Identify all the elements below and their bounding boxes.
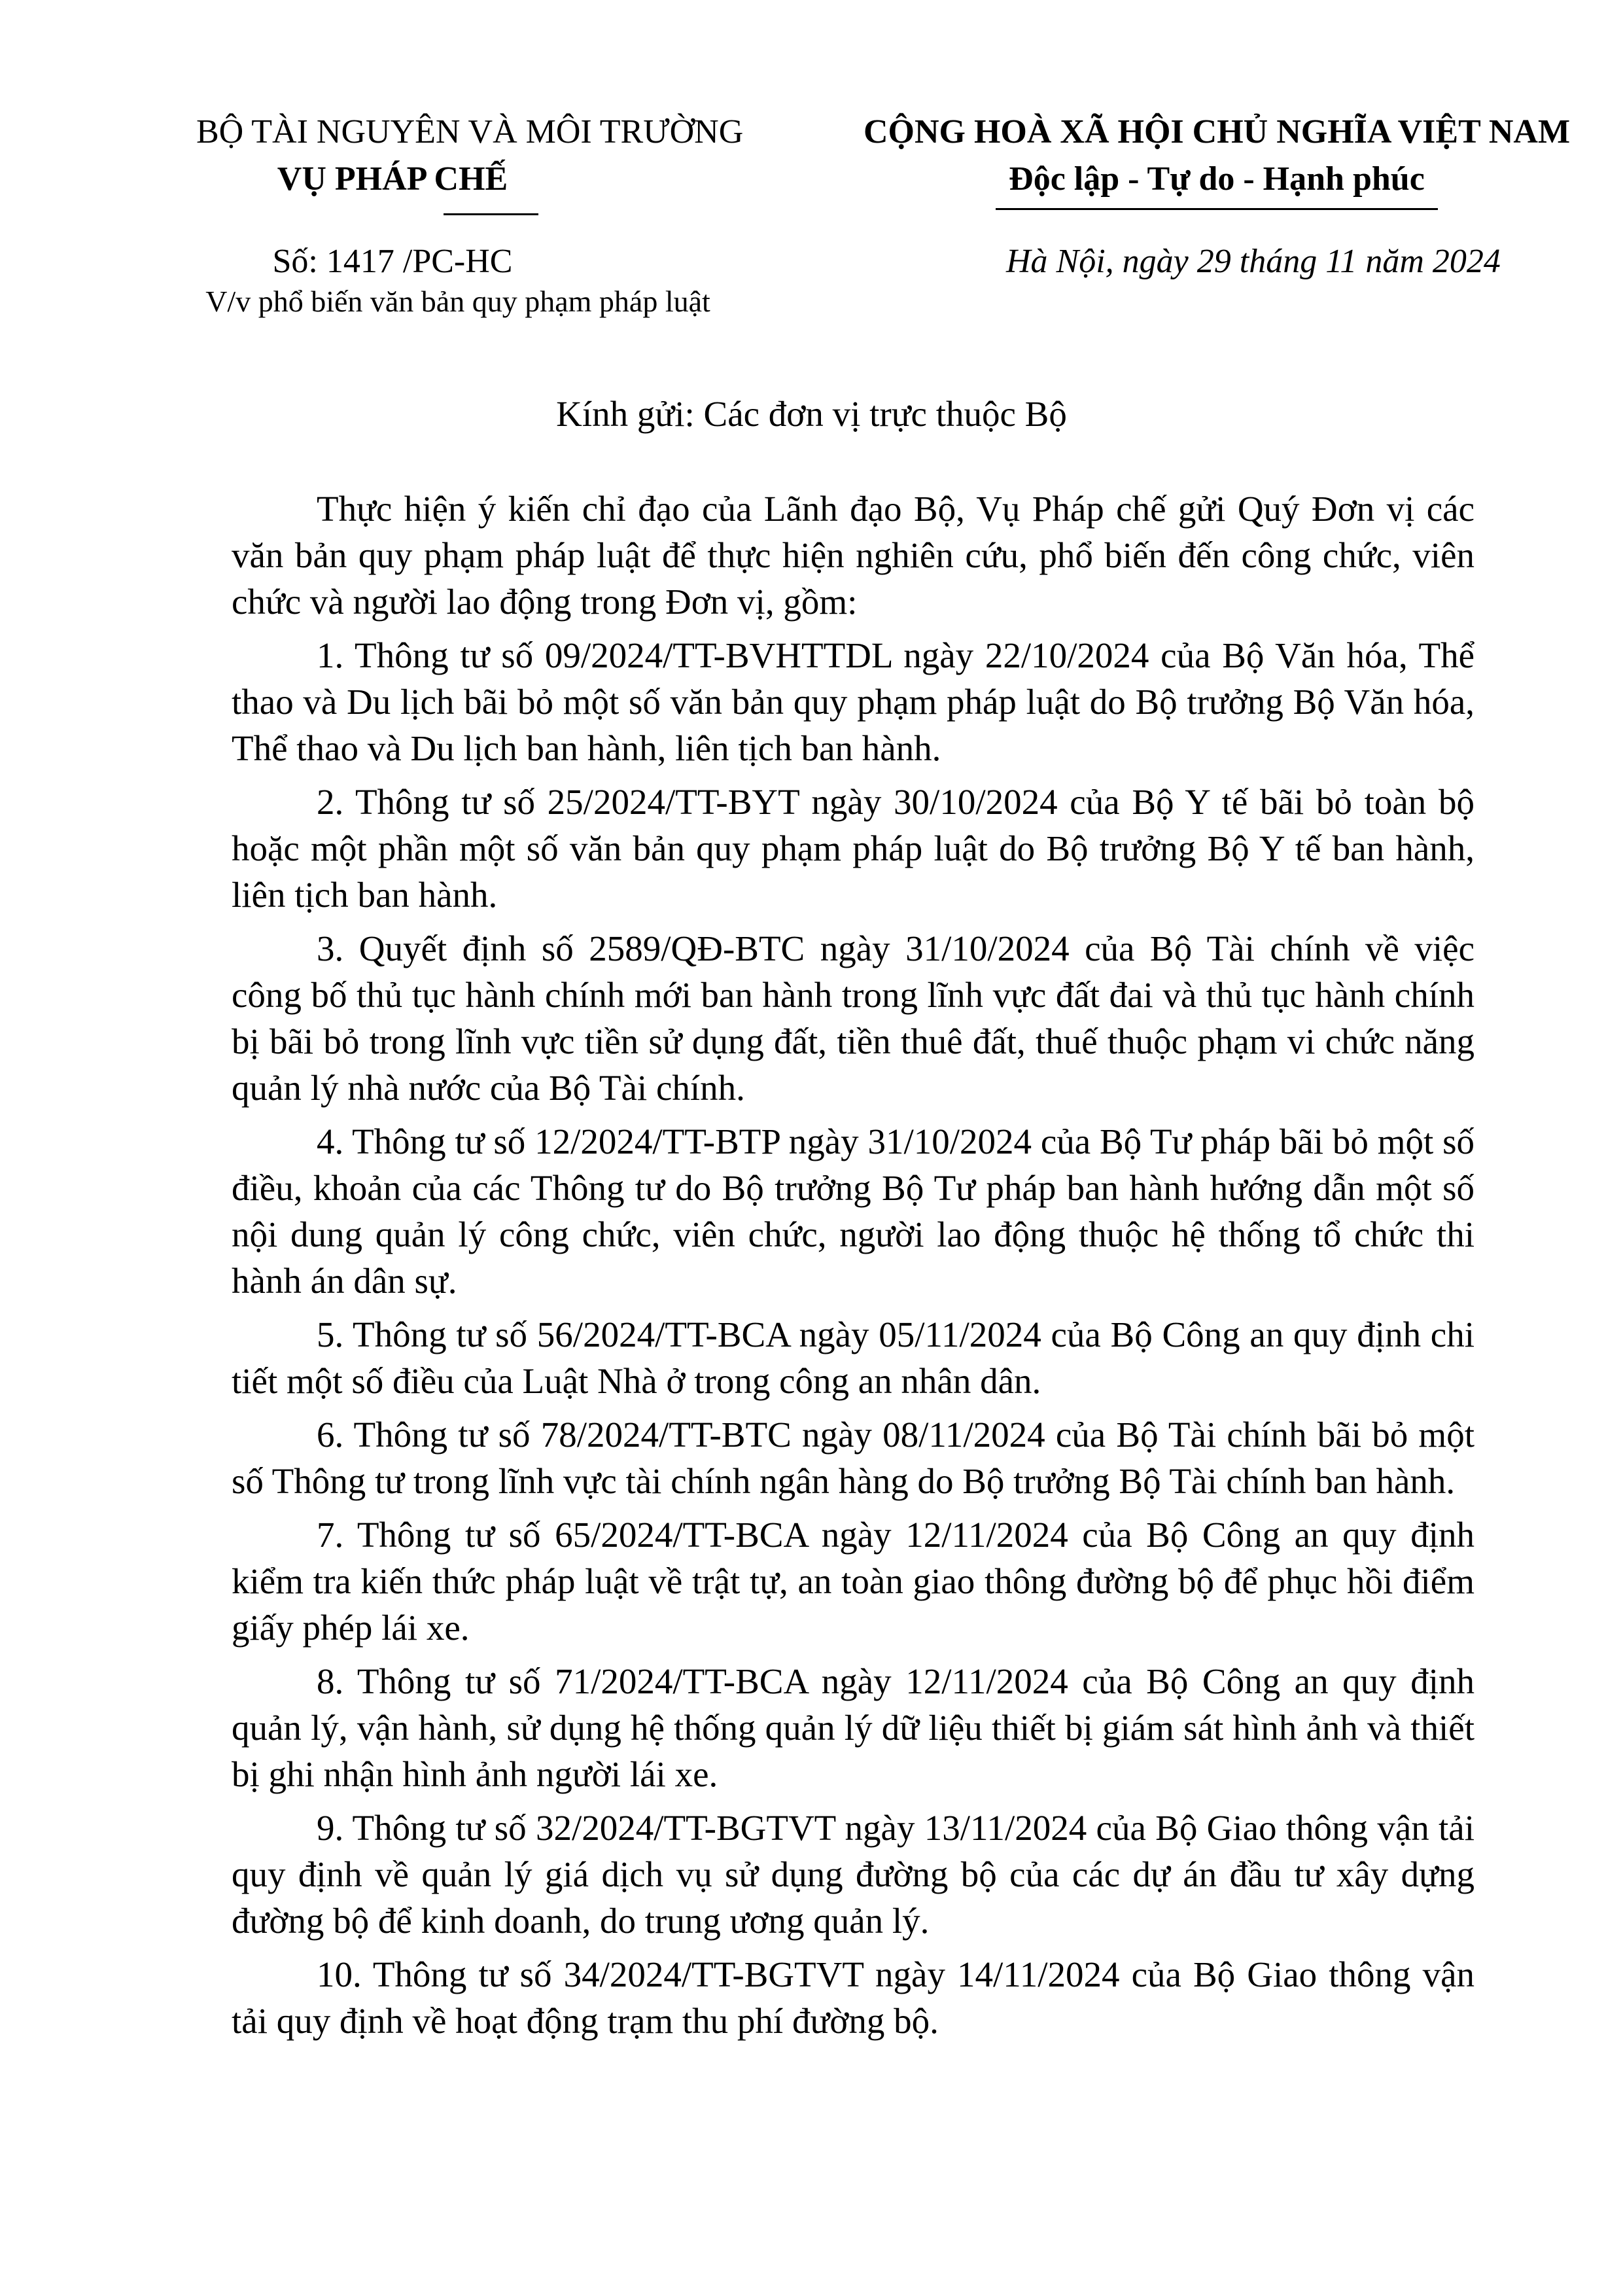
motto-underline	[996, 208, 1438, 210]
list-item: 3. Quyết định số 2589/QĐ-BTC ngày 31/10/2024 của Bộ Tài chính về việc công bố thủ tục hành chính mới ban hành trong lĩnh vực đất đai và thủ tục hành chính bị bãi bỏ trong lĩnh vực tiền sử dụng đất, tiền thuê đất, thuế thuộc phạm vi chức năng quản lý nhà nước của Bộ Tài chính.	[232, 928, 1475, 1108]
national-title: CỘNG HOÀ XÃ HỘI CHỦ NGHĨA VIỆT NAM	[863, 113, 1571, 150]
list-item: 6. Thông tư số 78/2024/TT-BTC ngày 08/11/2024 của Bộ Tài chính bãi bỏ một số Thông tư trong lĩnh vực tài chính ngân hàng do Bộ trưởng Bộ Tài chính ban hành.	[232, 1415, 1475, 1501]
national-motto: Độc lập - Tự do - Hạnh phúc	[1009, 160, 1425, 198]
list-item: 8. Thông tư số 71/2024/TT-BCA ngày 12/11/2024 của Bộ Công an quy định quản lý, vận hành, sử dụng hệ thống quản lý dữ liệu thiết bị giám sát hình ảnh và thiết bị ghi nhận hình ảnh người lái xe.	[232, 1661, 1475, 1794]
list-item: 5. Thông tư số 56/2024/TT-BCA ngày 05/11/2024 của Bộ Công an quy định chi tiết một số điều của Luật Nhà ở trong công an nhân dân.	[232, 1315, 1475, 1401]
list-item: 1. Thông tư số 09/2024/TT-BVHTTDL ngày 22/10/2024 của Bộ Văn hóa, Thể thao và Du lịch bãi bỏ một số văn bản quy phạm pháp luật do Bộ trưởng Bộ Văn hóa, Thể thao và Du lịch ban hành, liên tịch ban hành.	[232, 635, 1475, 768]
place-date: Hà Nội, ngày 29 tháng 11 năm 2024	[1006, 243, 1501, 280]
list-item: 10. Thông tư số 34/2024/TT-BGTVT ngày 14/11/2024 của Bộ Giao thông vận tải quy định về hoạt động trạm thu phí đường bộ.	[232, 1954, 1475, 2041]
letter-body	[232, 486, 1475, 2044]
list-item: 4. Thông tư số 12/2024/TT-BTP ngày 31/10/2024 của Bộ Tư pháp bãi bỏ một số điều, khoản của các Thông tư do Bộ trưởng Bộ Tư pháp ban hành hướng dẫn một số nội dung quản lý công chức, viên chức, người lao động thuộc hệ thống tổ chức thi hành án dân sự.	[232, 1122, 1475, 1301]
recipient-line: Kính gửi: Các đơn vị trực thuộc Bộ	[556, 394, 1067, 434]
list-item: 7. Thông tư số 65/2024/TT-BCA ngày 12/11/2024 của Bộ Công an quy định kiểm tra kiến thức pháp luật về trật tự, an toàn giao thông đường bộ để phục hồi điểm giấy phép lái xe.	[232, 1515, 1475, 1648]
ministry-name: BỘ TÀI NGUYÊN VÀ MÔI TRƯỜNG	[196, 113, 744, 150]
intro-paragraph: Thực hiện ý kiến chỉ đạo của Lãnh đạo Bộ, Vụ Pháp chế gửi Quý Đơn vị các văn bản quy phạm pháp luật để thực hiện nghiên cứu, phổ biến đến công chức, viên chức và người lao động trong Đơn vị, gồm:	[232, 489, 1475, 622]
document-subject: V/v phổ biến văn bản quy phạm pháp luật	[205, 285, 710, 318]
department-name: VỤ PHÁP CHẾ	[277, 160, 508, 198]
department-underline	[444, 213, 538, 215]
list-item: 2. Thông tư số 25/2024/TT-BYT ngày 30/10/2024 của Bộ Y tế bãi bỏ toàn bộ hoặc một phần một số văn bản quy phạm pháp luật do Bộ trưởng Bộ Y tế ban hành, liên tịch ban hành.	[232, 782, 1475, 915]
list-item: 9. Thông tư số 32/2024/TT-BGTVT ngày 13/11/2024 của Bộ Giao thông vận tải quy định về quản lý giá dịch vụ sử dụng đường bộ của các dự án đầu tư xây dựng đường bộ để kinh doanh, do trung ương quản lý.	[232, 1808, 1475, 1941]
document-number: Số: 1417 /PC-HC	[272, 243, 513, 280]
